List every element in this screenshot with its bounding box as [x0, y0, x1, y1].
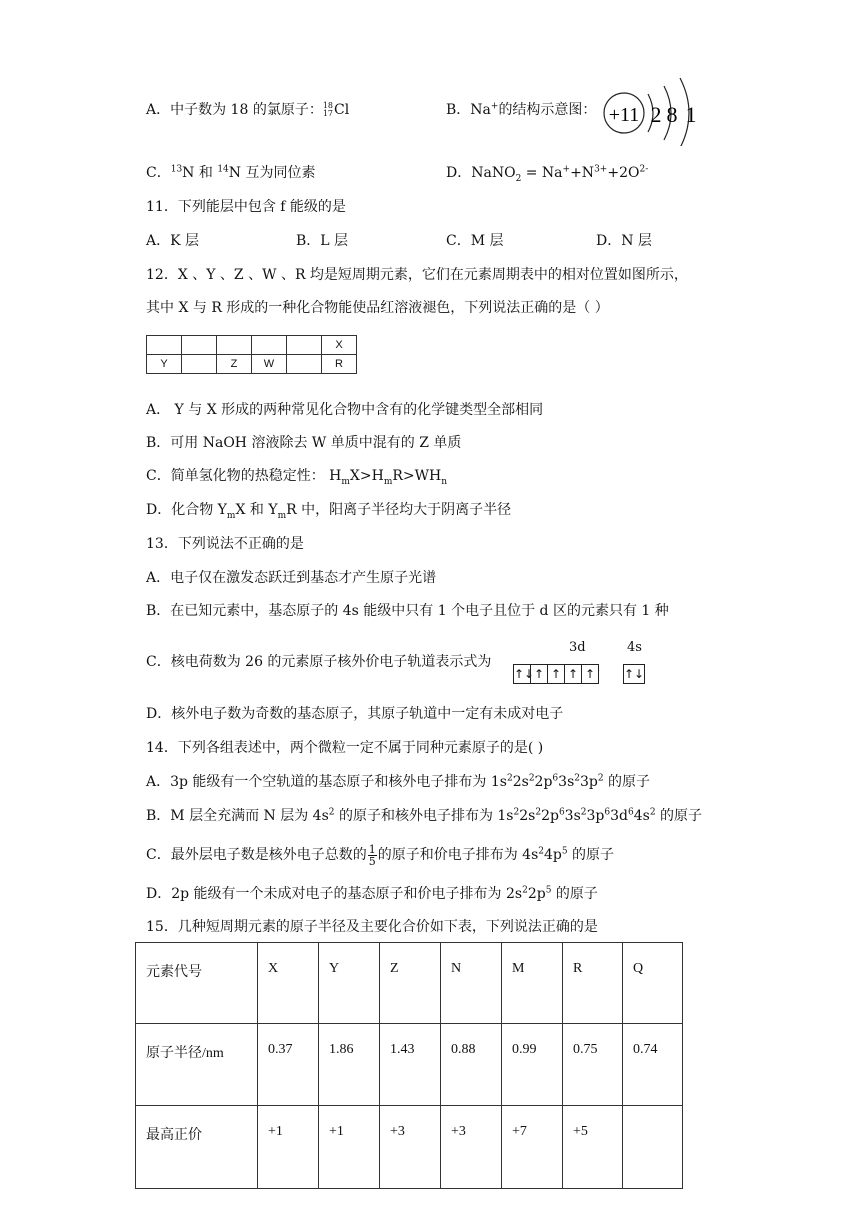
q10-option-b: B．Na+的结构示意图： — [446, 101, 597, 118]
table-cell: Y — [147, 355, 182, 374]
table-cell — [287, 355, 322, 374]
nucleus-label: +11 — [608, 104, 640, 126]
q12-option-b: B．可用 NaOH 溶液除去 W 单质中混有的 Z 单质 — [146, 435, 462, 451]
table-cell: 原子半径/nm — [136, 1024, 258, 1106]
table-cell — [147, 336, 182, 355]
table-cell — [182, 336, 217, 355]
table-cell: M — [502, 943, 563, 1024]
q12-option-a: A． Y 与 X 形成的两种常见化合物中含有的化学键类型全部相同 — [146, 402, 544, 418]
table-row — [136, 943, 683, 1024]
shell-2-count: 8 — [666, 102, 678, 127]
q12-option-d: D．化合物 $Y_mX$ 和 $Y_mR$ 中，阳离子半径均大于阴离子半径 — [146, 502, 512, 521]
orbital-box: ↑↓ — [623, 664, 645, 684]
table-row — [136, 1024, 683, 1106]
q13-option-a: A．电子仅在激发态跃迁到基态才产生原子光谱 — [146, 570, 437, 586]
table-cell: 最高正价 — [136, 1106, 258, 1189]
table-cell: Z — [380, 943, 441, 1024]
q12-stem-line1: 12．X 、Y 、Z 、W 、R 均是短周期元素，它们在元素周期表中的相对位置如图所示， — [146, 267, 688, 283]
q11-option-a: A．K 层 — [146, 233, 200, 249]
table-cell: 元素代号 — [136, 943, 258, 1024]
table-cell: Y — [319, 943, 380, 1024]
table-cell: 0.99 — [502, 1024, 563, 1106]
table-cell: +3 — [380, 1106, 441, 1189]
q11-option-c: C．M 层 — [446, 233, 504, 249]
table-cell — [287, 336, 322, 355]
table-cell: 1.43 — [380, 1024, 441, 1106]
orbital-box: ↑↓ — [513, 664, 531, 684]
table-cell: 0.88 — [441, 1024, 502, 1106]
q10-option-c: C．$^{13}$N 和 $^{14}$N 互为同位素 — [146, 164, 316, 181]
table-cell: X — [322, 336, 357, 355]
table-cell: 1.86 — [319, 1024, 380, 1106]
q11-option-d: D．N 层 — [596, 233, 652, 249]
fraction-one-fifth: $\frac{1}{5}$ — [368, 842, 376, 868]
q14-option-d: D．2p 能级有一个未成对电子的基态原子和价电子排布为 $2s^22p^5$ 的原子 — [146, 885, 598, 902]
shell-1-count: 2 — [650, 102, 662, 127]
table-cell: R — [563, 943, 623, 1024]
orbital-label-3d: 3d — [569, 640, 586, 655]
q13-option-b: B．在已知元素中，基态原子的 4s 能级中只有 1 个电子且位于 d 区的元素只有 1 种 — [146, 603, 669, 619]
table-cell — [182, 355, 217, 374]
orbital-box: ↑ — [564, 664, 582, 684]
q11-option-b: B．L 层 — [296, 233, 349, 249]
table-cell — [217, 336, 252, 355]
q11-stem: 11．下列能层中包含 f 能级的是 — [146, 199, 346, 215]
orbital-box: ↑ — [530, 664, 548, 684]
table-cell: +1 — [319, 1106, 380, 1189]
q15-stem: 15．几种短周期元素的原子半径及主要化合价如下表，下列说法正确的是 — [146, 919, 598, 935]
table-cell: N — [441, 943, 502, 1024]
orbital-boxes-3d — [513, 664, 598, 684]
table-cell: 0.37 — [258, 1024, 319, 1106]
q14-stem: 14．下列各组表述中，两个微粒一定不属于同种元素原子的是( ) — [146, 740, 544, 756]
q14-option-b: B．M 层全充满而 N 层为 $4s^2$ 的原子和核外电子排布为 $1s^22s^22p^63s^23p^63d^64s^2$ 的原子 — [146, 807, 702, 824]
q14-option-c: C．最外层电子数是核外电子总数的 $\frac{1}{5}$ 的原子和价电子排布为 $4s^24p^5$ 的原子 — [146, 842, 615, 868]
table-cell — [252, 336, 287, 355]
q10-option-d: D．NaNO$_2$ = $Na^++N^{3+}+2O^{2-}$ — [446, 164, 649, 184]
table-cell: W — [252, 355, 287, 374]
table-cell: R — [322, 355, 357, 374]
table-cell — [623, 1106, 683, 1189]
orbital-box: ↑ — [547, 664, 565, 684]
q14-option-a: A．3p 能级有一个空轨道的基态原子和核外电子排布为 $1s^22s^22p^63s^23p^2$ 的原子 — [146, 773, 651, 790]
periodic-position-table — [146, 335, 357, 374]
table-cell: X — [258, 943, 319, 1024]
q12-stem-line2: 其中 X 与 R 形成的一种化合物能使品红溶液褪色，下列说法正确的是（ ） — [146, 300, 609, 316]
element-data-table — [135, 942, 683, 1189]
orbital-box: ↑ — [581, 664, 599, 684]
table-cell: 0.75 — [563, 1024, 623, 1106]
table-cell: +7 — [502, 1106, 563, 1189]
q13-option-c: C．核电荷数为 26 的元素原子核外价电子轨道表示式为 — [146, 654, 492, 670]
shell-3-count: 1 — [685, 102, 697, 127]
table-cell: Q — [623, 943, 683, 1024]
q12-option-c: C．简单氢化物的热稳定性： $H_mX>H_mR>WH_n$ — [146, 468, 448, 487]
q10-option-a: A．中子数为 18 的氯原子： 18 17 Cl — [146, 101, 350, 118]
orbital-label-4s: 4s — [627, 640, 642, 655]
orbital-boxes-4s — [623, 664, 644, 684]
table-cell: +5 — [563, 1106, 623, 1189]
table-row — [136, 1106, 683, 1189]
table-cell: 0.74 — [623, 1024, 683, 1106]
table-cell: Z — [217, 355, 252, 374]
q13-option-d: D．核外电子数为奇数的基态原子，其原子轨道中一定有未成对电子 — [146, 706, 564, 722]
q13-stem: 13．下列说法不正确的是 — [146, 536, 304, 552]
na-ion-structure-diagram — [600, 76, 710, 146]
table-cell: +3 — [441, 1106, 502, 1189]
table-cell: +1 — [258, 1106, 319, 1189]
